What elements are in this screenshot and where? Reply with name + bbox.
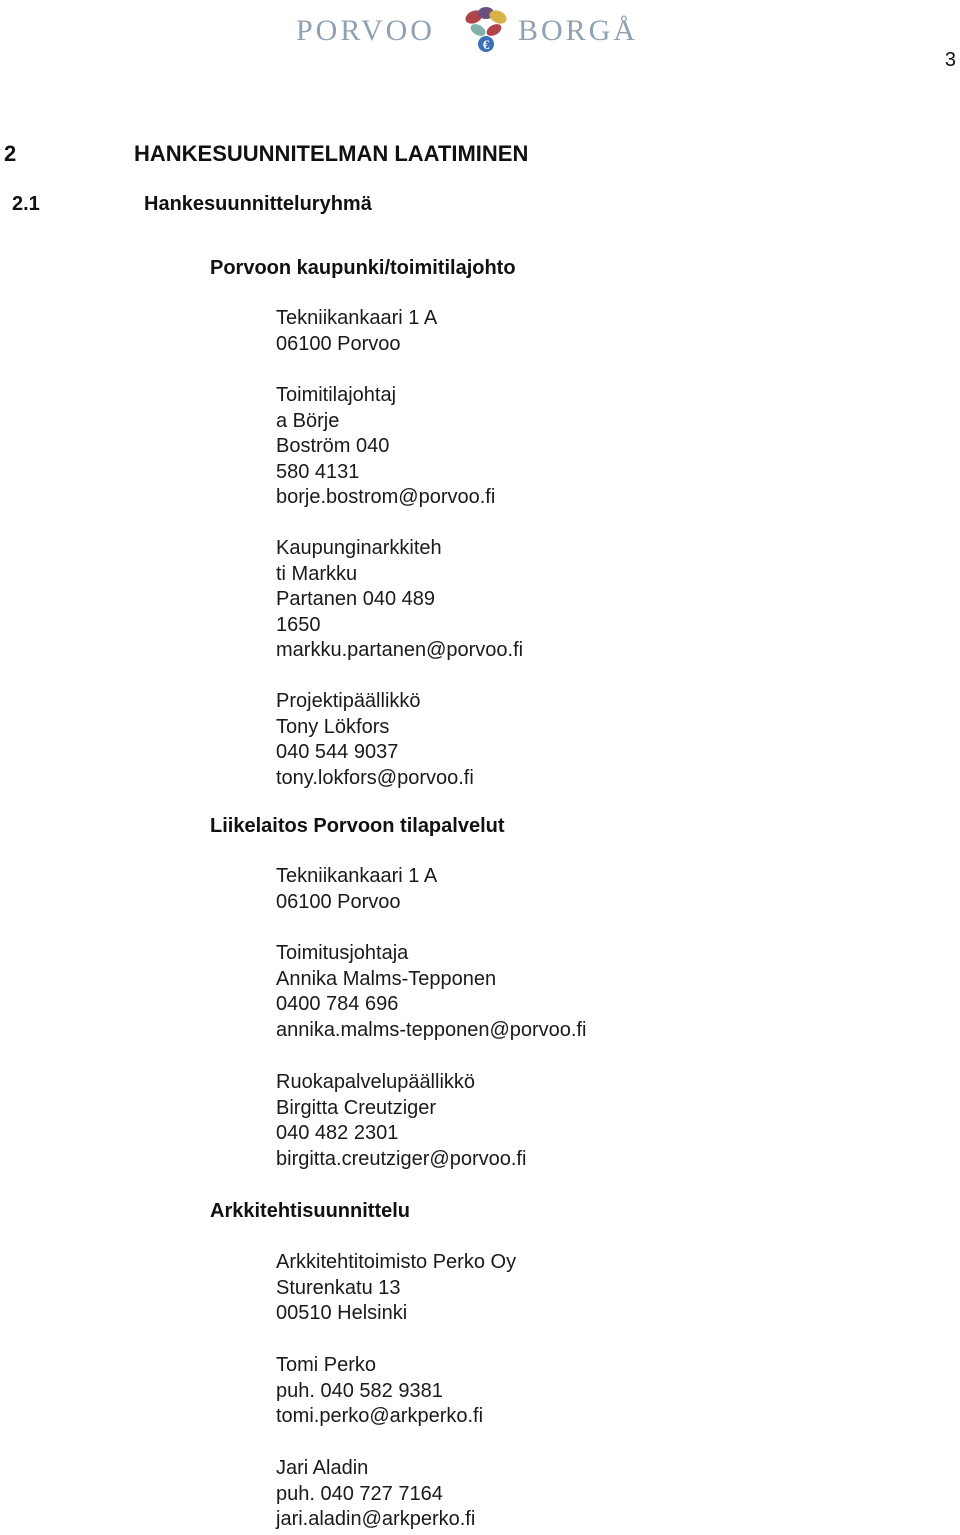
contact-email: markku.partanen@porvoo.fi bbox=[276, 639, 524, 662]
org-heading-tilapalvelut: Liikelaitos Porvoon tilapalvelut bbox=[210, 815, 505, 837]
contact-title: Projektipäällikkö bbox=[276, 690, 421, 712]
contact-name: Annika Malms-Tepponen bbox=[276, 967, 497, 990]
contact-title: Ruokapalvelupäällikkö bbox=[276, 1071, 476, 1093]
contact-block-tomi-perko bbox=[276, 1353, 483, 1430]
address-block bbox=[276, 306, 437, 357]
heading-1-number: 2 bbox=[4, 141, 17, 166]
address-street: Tekniikankaari 1 A bbox=[276, 307, 438, 329]
svg-text:€: € bbox=[482, 37, 490, 52]
contact-email: tony.lokfors@porvoo.fi bbox=[276, 766, 474, 789]
company-address-block bbox=[276, 1250, 516, 1327]
address-street: Sturenkatu 13 bbox=[276, 1276, 401, 1299]
contact-phone: 040 544 9037 bbox=[276, 741, 399, 764]
contact-email: annika.malms-tepponen@porvoo.fi bbox=[276, 1018, 587, 1041]
address-postal: 00510 Helsinki bbox=[276, 1302, 408, 1325]
contact-line: Partanen 040 489 bbox=[276, 588, 436, 611]
page-number: 3 bbox=[944, 49, 956, 71]
contact-line: Boström 040 bbox=[276, 435, 390, 458]
heading-2-number: 2.1 bbox=[12, 193, 40, 215]
contact-name: Tomi Perko bbox=[276, 1354, 377, 1376]
address-block bbox=[276, 864, 437, 915]
contact-phone: puh. 040 582 9381 bbox=[276, 1379, 443, 1402]
city-emblem-icon bbox=[462, 4, 510, 56]
heading-2-title: Hankesuunnitteluryhmä bbox=[144, 193, 372, 215]
contact-name: Tony Lökfors bbox=[276, 715, 390, 738]
contact-line: Kaupunginarkkiteh bbox=[276, 537, 442, 559]
contact-title: Toimitusjohtaja bbox=[276, 942, 409, 964]
contact-phone: 0400 784 696 bbox=[276, 993, 399, 1016]
contact-block-tony-lokfors bbox=[276, 689, 474, 791]
contact-block-borje-bostrom bbox=[276, 383, 495, 511]
org-heading-arkkitehtisuunnittelu: Arkkitehtisuunnittelu bbox=[210, 1200, 411, 1222]
contact-line: ti Markku bbox=[276, 562, 358, 585]
contact-line: Toimitilajohtaj bbox=[276, 384, 397, 406]
contact-email: birgitta.creutziger@porvoo.fi bbox=[276, 1147, 527, 1170]
contact-name: Birgitta Creutziger bbox=[276, 1096, 437, 1119]
logo-text-borga: BORGÅ bbox=[518, 14, 639, 47]
address-postal: 06100 Porvoo bbox=[276, 890, 401, 913]
contact-block-markku-partanen bbox=[276, 536, 523, 664]
contact-block-birgitta-creutziger bbox=[276, 1070, 526, 1172]
contact-block-annika-malms-tepponen bbox=[276, 941, 586, 1043]
heading-1-title: HANKESUUNNITELMAN LAATIMINEN bbox=[134, 141, 529, 166]
porvoo-borga-logo bbox=[296, 4, 664, 56]
company-name: Arkkitehtitoimisto Perko Oy bbox=[276, 1251, 517, 1273]
contact-line: a Börje bbox=[276, 409, 340, 432]
contact-email: jari.aladin@arkperko.fi bbox=[276, 1508, 476, 1531]
contact-line: 1650 bbox=[276, 613, 321, 636]
contact-email: borje.bostrom@porvoo.fi bbox=[276, 486, 496, 509]
address-street: Tekniikankaari 1 A bbox=[276, 865, 438, 887]
address-postal: 06100 Porvoo bbox=[276, 332, 401, 355]
org-heading-porvoon-kaupunki: Porvoon kaupunki/toimitilajohto bbox=[210, 257, 516, 279]
contact-phone: 040 482 2301 bbox=[276, 1122, 399, 1145]
contact-name: Jari Aladin bbox=[276, 1457, 369, 1479]
contact-phone: puh. 040 727 7164 bbox=[276, 1482, 443, 1505]
contact-block-jari-aladin bbox=[276, 1456, 475, 1533]
contact-email: tomi.perko@arkperko.fi bbox=[276, 1405, 484, 1428]
contact-line: 580 4131 bbox=[276, 460, 360, 483]
logo-text-porvoo: PORVOO bbox=[296, 14, 435, 47]
